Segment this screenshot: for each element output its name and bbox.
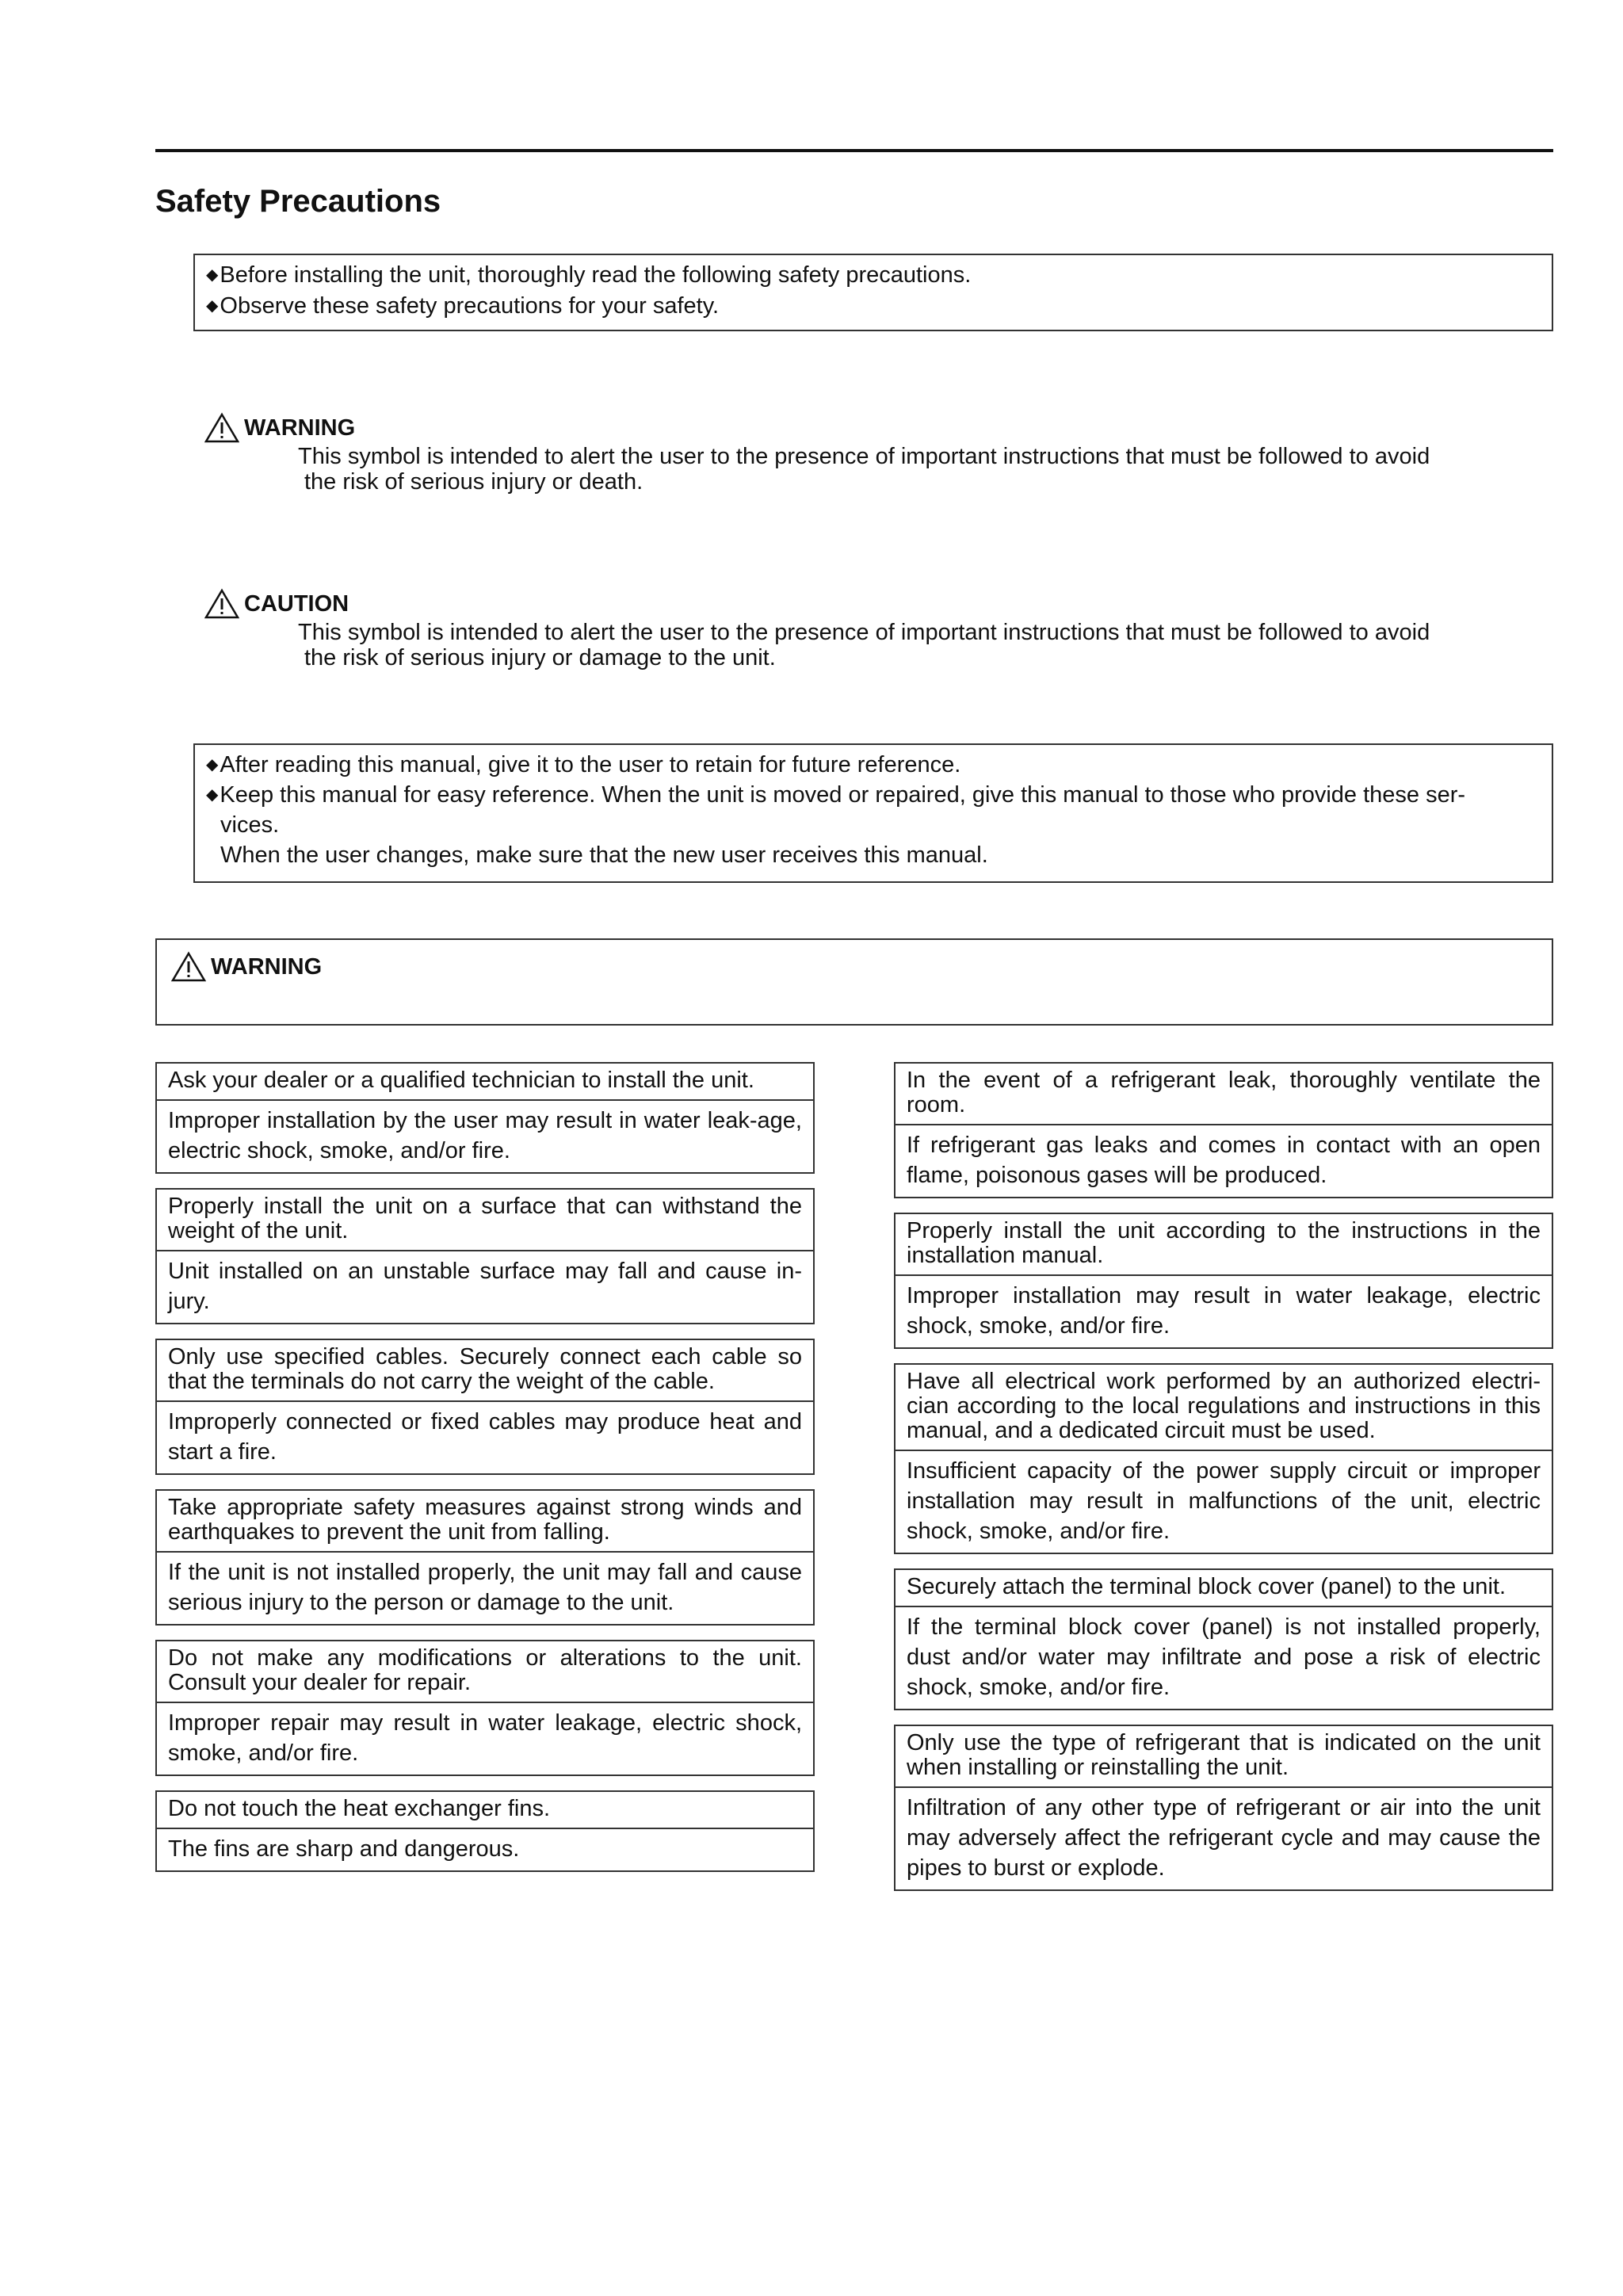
warning-instruction: Securely attach the terminal block cover (panel) to the unit. [896,1570,1552,1607]
diamond-bullet-icon: ◆ [206,756,219,774]
warning-section-heading: WARNING [171,951,1537,983]
caution-symbol-explanation [204,588,1534,670]
warning-item [894,1213,1553,1349]
warning-symbol-explanation [204,412,1534,495]
warning-instruction: Only use specified cables. Securely connect each cable so that the terminals do not carry the weight of the cable. [157,1340,813,1402]
warning-reason: Improper repair may result in water leakage, electric shock, smoke, and/or fire. [168,1710,802,1766]
warning-item [155,1640,815,1776]
warning-reason: Improper installation by the user may result in water leak-age, electric shock, smoke, and/or fire. [168,1108,802,1163]
warning-triangle-icon [204,412,239,444]
warning-instruction: Only use the type of refrigerant that is indicated on the unit when installing or reinstalling the unit. [896,1726,1552,1788]
warning-reason: Unit installed on an unstable surface may fall and cause in-jury. [168,1259,802,1314]
warning-reason: The fins are sharp and dangerous. [168,1836,520,1862]
diamond-bullet-icon: ◆ [206,266,219,284]
warning-triangle-icon [171,951,206,983]
right-warning-column [894,1062,1553,1905]
warning-instruction: Take appropriate safety measures against strong winds and earthquakes to prevent the unit from falling. [157,1491,813,1553]
warning-reason: Improperly connected or fixed cables may produce heat and start a fire. [168,1409,802,1465]
warning-instruction: Properly install the unit on a surface that can withstand the weight of the unit. [157,1190,813,1251]
warning-item [155,1489,815,1626]
diamond-bullet-icon: ◆ [206,297,219,315]
warning-item [894,1363,1553,1554]
caution-symbol-description: This symbol is intended to alert the user to the presence of important instructions that must be followed to avoid the risk of serious injury or damage to the unit. [298,620,1430,670]
warning-item [894,1568,1553,1710]
manual-note-box [193,743,1553,883]
warning-item [894,1725,1553,1891]
left-warning-column [155,1062,815,1886]
caution-triangle-icon [204,588,239,620]
note-line: When the user changes, make sure that the new user receives this manual. [220,842,988,868]
warning-reason: If the unit is not installed properly, the unit may fall and cause serious injury to the person or damage to the unit. [168,1560,802,1615]
warning-item [155,1062,815,1174]
warning-item [155,1339,815,1475]
warning-instruction: In the event of a refrigerant leak, thoroughly ventilate the room. [896,1064,1552,1125]
warning-item [155,1790,815,1872]
note-line: ◆Keep this manual for easy reference. When the unit is moved or repaired, give this manual to those who provide these ser- [206,782,1466,808]
note-line: vices. [220,812,280,838]
top-rule [155,149,1553,152]
diamond-bullet-icon: ◆ [206,786,219,804]
caution-symbol-heading: CAUTION [204,588,1534,620]
warning-item [894,1062,1553,1198]
intro-line: ◆Observe these safety precautions for your safety. [206,293,720,319]
warning-section-header [155,938,1553,1026]
warning-reason: Insufficient capacity of the power supply circuit or improper installation may result in malfunctions of the unit, electric shock, smoke, and/or fire. [907,1458,1541,1544]
warning-instruction: Have all electrical work performed by an authorized electri-cian according to the local regulations and instructions in this manual, and a dedicated circuit must be used. [896,1365,1552,1451]
warning-reason: Infiltration of any other type of refrigerant or air into the unit may adversely affect the refrigerant cycle and may cause the pipes to burst or explode. [907,1795,1541,1881]
warning-instruction: Do not touch the heat exchanger fins. [157,1792,813,1829]
warning-reason: If refrigerant gas leaks and comes in contact with an open flame, poisonous gases will be produced. [907,1133,1541,1188]
page-title: Safety Precautions [155,184,441,219]
intro-line: ◆Before installing the unit, thoroughly read the following safety precautions. [206,262,972,288]
intro-box [193,254,1553,331]
warning-reason: Improper installation may result in water leakage, electric shock, smoke, and/or fire. [907,1283,1541,1339]
note-line: ◆After reading this manual, give it to the user to retain for future reference. [206,752,961,777]
warning-symbol-description: This symbol is intended to alert the user to the presence of important instructions that must be followed to avoid the risk of serious injury or death. [298,444,1430,495]
warning-symbol-heading: WARNING [204,412,1534,444]
warning-reason: If the terminal block cover (panel) is not installed properly, dust and/or water may infiltrate and pose a risk of electric shock, smoke, and/or fire. [907,1614,1541,1700]
warning-instruction: Properly install the unit according to the instructions in the installation manual. [896,1214,1552,1276]
warning-instruction: Ask your dealer or a qualified technician to install the unit. [157,1064,813,1101]
warning-instruction: Do not make any modifications or alterations to the unit. Consult your dealer for repair. [157,1641,813,1703]
warning-item [155,1188,815,1324]
